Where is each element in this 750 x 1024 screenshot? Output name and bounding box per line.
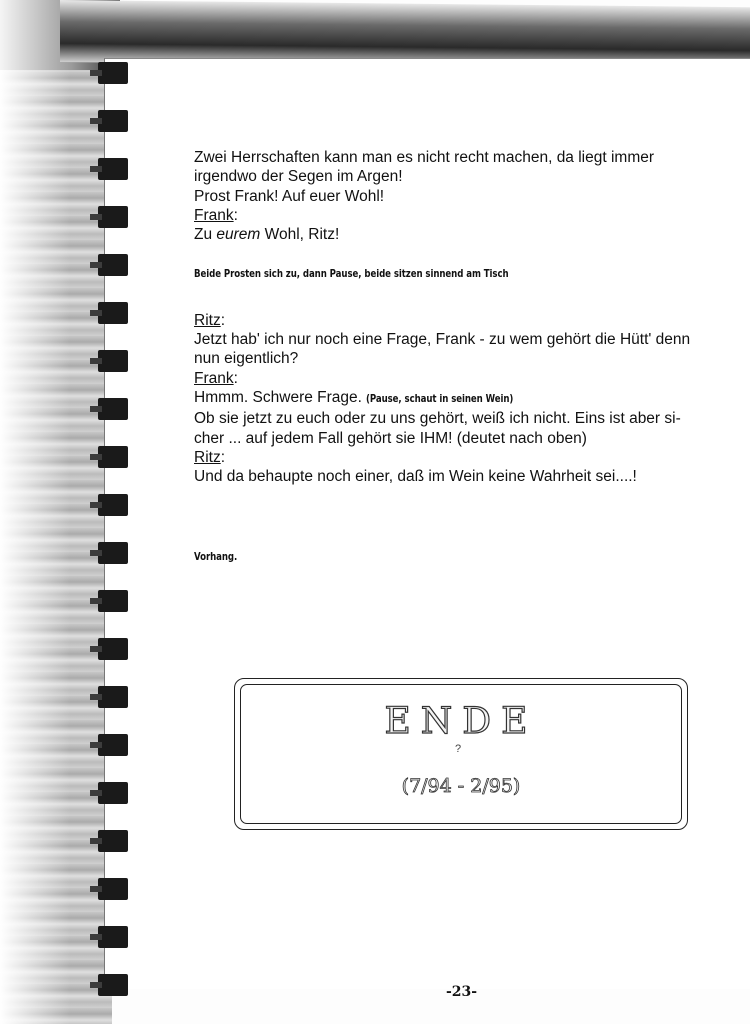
spiral-loop (98, 878, 128, 900)
dialogue-line: Jetzt hab' ich nur noch eine Frage, Frank - zu wem gehört die Hütt' denn (194, 331, 691, 349)
spiral-loop (98, 734, 128, 756)
spiral-loop (98, 110, 128, 132)
spiral-loop (98, 62, 128, 84)
stage-direction: Beide Prosten sich zu, dann Pause, beide sitzen sinnend am Tisch (194, 268, 509, 281)
speaker-frank: Frank: (194, 206, 238, 224)
dialogue-line: nun eigentlich? (194, 350, 299, 368)
spiral-loop (98, 158, 128, 180)
dialogue-line: Und da behaupte noch einer, daß im Wein keine Wahrheit sei....! (194, 468, 637, 486)
curtain-direction: Vorhang. (194, 551, 238, 564)
spiral-loop (98, 590, 128, 612)
end-dates: (7/94 - 2/95) (401, 775, 521, 797)
dialogue-line: Ob sie jetzt zu euch oder zu uns gehört, weiß ich nicht. Eins ist aber si- (194, 410, 681, 428)
spiral-loop (98, 782, 128, 804)
script-text (194, 148, 724, 568)
spiral-loop (98, 830, 128, 852)
spiral-loop (98, 494, 128, 516)
spiral-loop (98, 638, 128, 660)
end-box (234, 678, 688, 830)
dialogue-line: irgendwo der Segen im Argen! (194, 168, 403, 186)
dialogue-line: Hmmm. Schwere Frage. (Pause, schaut in seinen Wein) (194, 388, 514, 406)
speaker-ritz: Ritz: (194, 311, 226, 329)
page-number: -23- (446, 984, 478, 1000)
spiral-loop (98, 974, 128, 996)
spiral-loop (98, 302, 128, 324)
speaker-frank: Frank: (194, 369, 238, 387)
scan-edge (0, 0, 70, 1024)
spiral-loop (98, 446, 128, 468)
dialogue-line: Prost Frank! Auf euer Wohl! (194, 187, 385, 205)
spiral-loop (98, 350, 128, 372)
dialogue-line: Zu eurem Wohl, Ritz! (194, 226, 340, 244)
spiral-loop (98, 398, 128, 420)
spiral-loop (98, 254, 128, 276)
spiral-loop (98, 686, 128, 708)
question-mark: ? (455, 743, 462, 755)
speaker-ritz: Ritz: (194, 448, 226, 466)
dialogue-line: Zwei Herrschaften kann man es nicht recht machen, da liegt immer (194, 149, 655, 166)
dialogue-line: cher ... auf jedem Fall gehört sie IHM! (deutet nach oben) (194, 429, 587, 447)
spiral-loop (98, 206, 128, 228)
spiral-loop (98, 542, 128, 564)
spiral-loop (98, 926, 128, 948)
end-title: ENDE (384, 701, 538, 742)
